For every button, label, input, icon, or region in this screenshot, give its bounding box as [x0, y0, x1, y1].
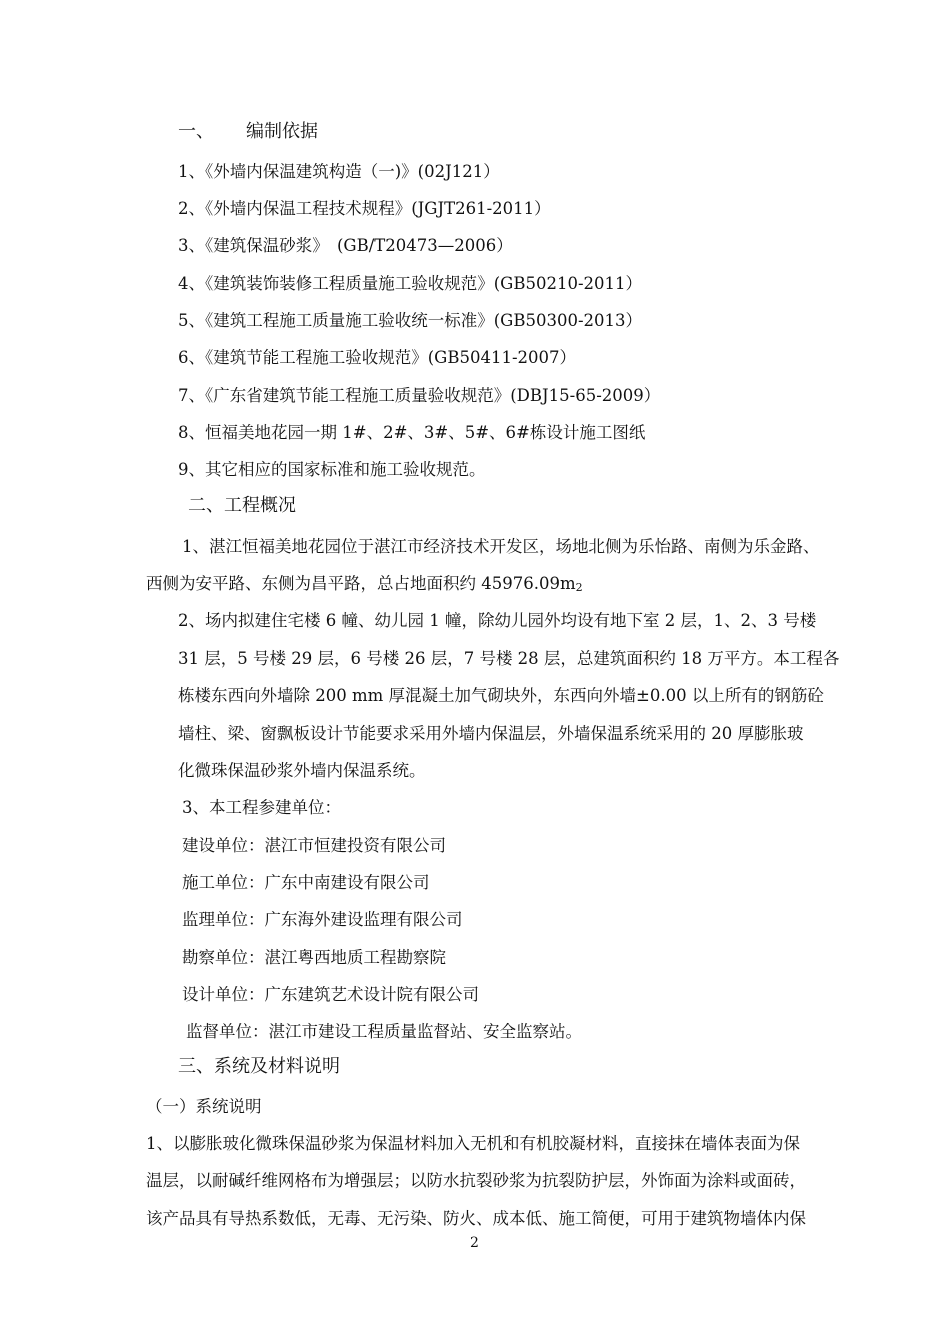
section-3-heading: 三、系统及材料说明	[178, 1056, 340, 1077]
paragraph-line: 栋楼东西向外墙除 200 mm 厚混凝土加气砌块外，东西向外墙±0.00 以上所有的钢筋砼	[178, 686, 824, 705]
paragraph-line: 2、场内拟建住宅楼 6 幢、幼儿园 1 幢，除幼儿园外均设有地下室 2 层，1、2、3 号楼	[178, 611, 817, 630]
area-text: 西侧为安平路、东侧为昌平路，总占地面积约 45976.09m	[146, 574, 576, 593]
page-number: 2	[470, 1235, 479, 1251]
participant-unit: 监督单位：湛江市建设工程质量监督站、安全监察站。	[186, 1022, 582, 1041]
paragraph-line: 墙柱、梁、窗飘板设计节能要求采用外墙内保温层，外墙保温系统采用的 20 厚膨胀玻	[178, 724, 804, 743]
area-superscript: 2	[575, 581, 583, 594]
paragraph-line: 1、湛江恒福美地花园位于湛江市经济技术开发区，场地北侧为乐怡路、南侧为乐金路、	[182, 537, 820, 556]
list-item: 2、《外墙内保温工程技术规程》(JGJT261-2011）	[178, 199, 551, 218]
list-item: 7、《广东省建筑节能工程施工质量验收规范》(DBJ15-65-2009）	[178, 386, 661, 405]
subsection-heading: （一）系统说明	[146, 1097, 262, 1116]
list-item: 3、《建筑保温砂浆》 (GB/T20473—2006）	[178, 236, 513, 255]
paragraph-line: 该产品具有导热系数低，无毒、无污染、防火、成本低、施工简便，可用于建筑物墙体内保	[146, 1209, 806, 1228]
paragraph-line: 1、以膨胀玻化微珠保温砂浆为保温材料加入无机和有机胶凝材料，直接抹在墙体表面为保	[146, 1134, 800, 1153]
paragraph-line: 温层，以耐碱纤维网格布为增强层；以防水抗裂砂浆为抗裂防护层，外饰面为涂料或面砖，	[146, 1171, 806, 1190]
paragraph-line: 31 层，5 号楼 29 层，6 号楼 26 层，7 号楼 28 层，总建筑面积约 18 万平方。本工程各	[178, 649, 840, 668]
paragraph-line	[146, 574, 583, 598]
list-item: 6、《建筑节能工程施工验收规范》(GB50411-2007）	[178, 348, 577, 367]
list-item: 5、《建筑工程施工质量施工验收统一标准》(GB50300-2013）	[178, 311, 643, 330]
section-1-heading: 编制依据	[246, 121, 318, 142]
participant-unit: 建设单位：湛江市恒建投资有限公司	[182, 836, 446, 855]
participant-unit: 施工单位：广东中南建设有限公司	[182, 873, 430, 892]
participants-title: 3、本工程参建单位：	[182, 798, 341, 817]
list-item: 8、恒福美地花园一期 1#、2#、3#、5#、6#栋设计施工图纸	[178, 423, 646, 442]
participant-unit: 勘察单位：湛江粤西地质工程勘察院	[182, 948, 446, 967]
list-item: 9、其它相应的国家标准和施工验收规范。	[178, 460, 486, 479]
section-1-number: 一、	[178, 121, 214, 142]
participant-unit: 设计单位：广东建筑艺术设计院有限公司	[182, 985, 479, 1004]
list-item: 4、《建筑装饰装修工程质量施工验收规范》(GB50210-2011）	[178, 274, 643, 293]
paragraph-line: 化微珠保温砂浆外墙内保温系统。	[178, 761, 426, 780]
list-item: 1、《外墙内保温建筑构造（一)》(02J121）	[178, 162, 500, 181]
participant-unit: 监理单位：广东海外建设监理有限公司	[182, 910, 463, 929]
section-2-heading: 二、工程概况	[188, 495, 296, 516]
